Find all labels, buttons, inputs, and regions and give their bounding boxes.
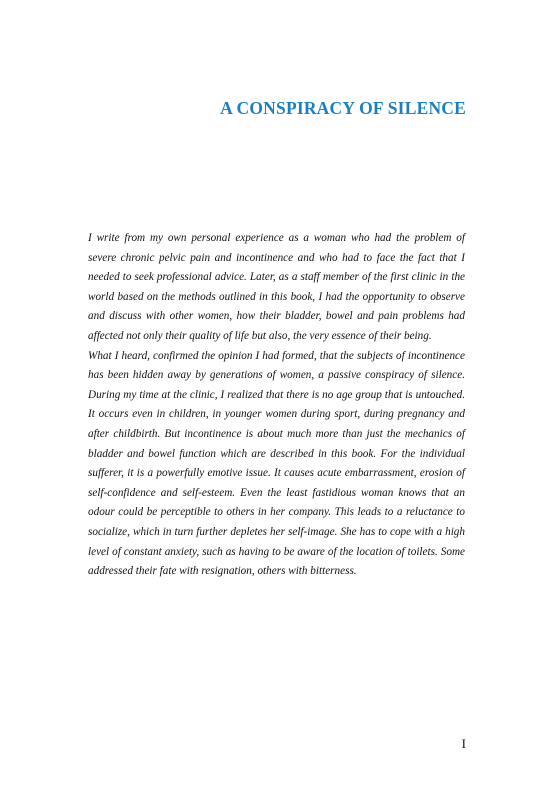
- page-number: I: [461, 736, 466, 751]
- body-text: [88, 229, 465, 582]
- paragraph: I write from my own personal experience as a woman who had the problem of severe chronic pelvic pain and incontinence and who had to face the fact that I needed to seek professional advice. Later, as a staff member of the first clinic in the world based on the methods outlined in this book, I had the opportunity to observe and discuss with other women, how their bladder, bowel and pain problems had affected not only their quality of life but also, the very essence of their being.: [88, 232, 465, 342]
- paragraph: What I heard, confirmed the opinion I had formed, that the subjects of incontinence has been hidden away by generations of women, a passive conspiracy of silence. During my time at the clinic, I realized that there is no age group that is untouched. It occurs even in children, in younger women during sport, during pregnancy and after childbirth. But incontinence is about much more than just the mechanics of bladder and bowel function which are described in this book. For the individual sufferer, it is a powerfully emotive issue. It causes acute embarrassment, erosion of self-confidence and self-esteem. Even the least fastidious woman knows that an odour could be perceptible to others in her company. This leads to a reluctance to socialize, which in turn further depletes her self-image. She has to cope with a high level of constant anxiety, such as having to be aware of the location of toilets. Some addressed their fate with resignation, others with bitterness.: [88, 349, 465, 578]
- chapter-title: A CONSPIRACY OF SILENCE: [220, 98, 466, 118]
